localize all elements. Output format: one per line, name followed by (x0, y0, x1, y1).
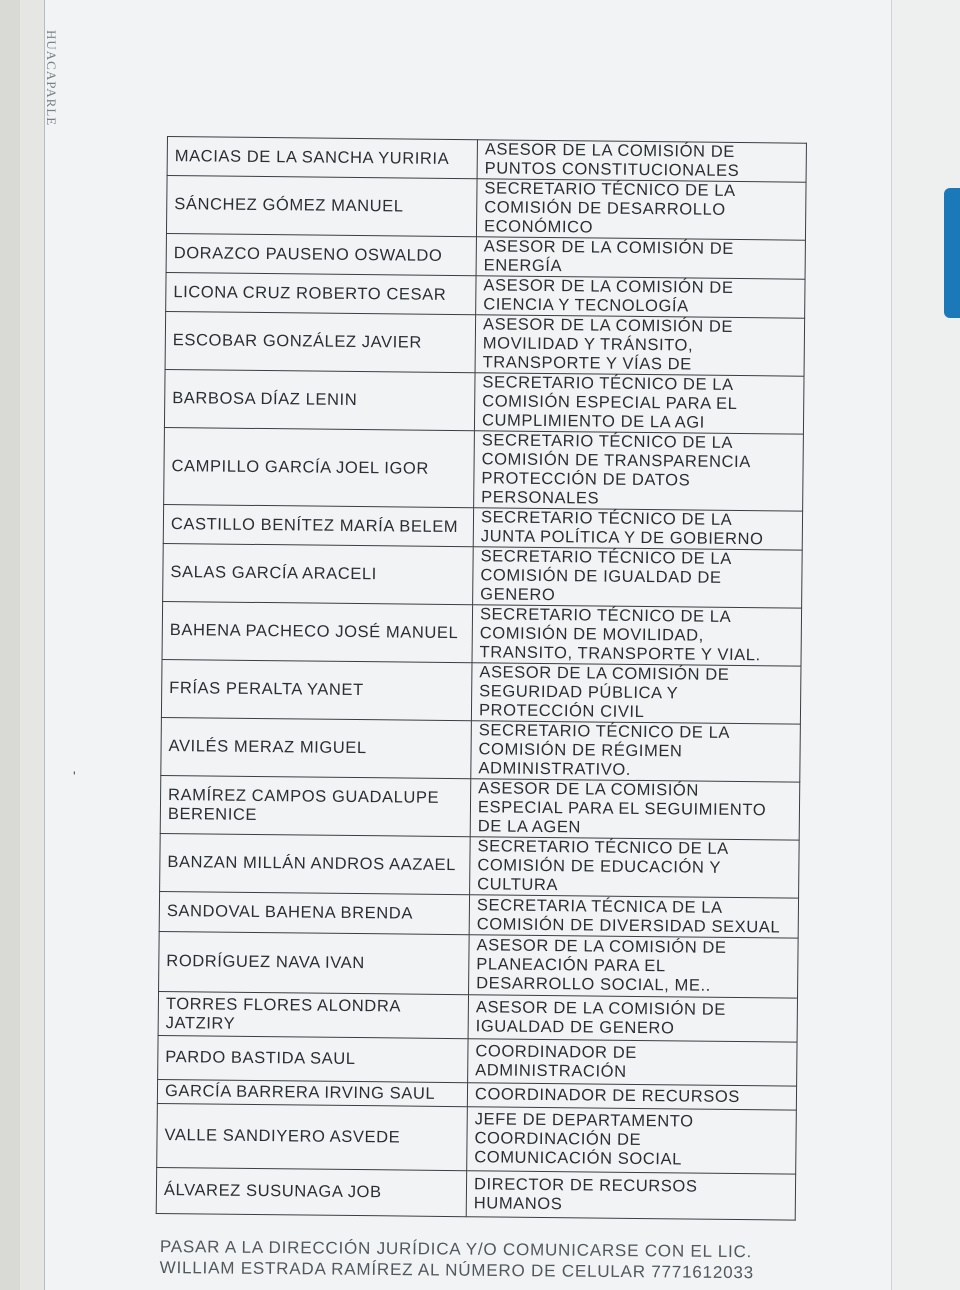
table-row (159, 931, 799, 998)
role-cell: ASESOR DE LA COMISIÓN DE MOVILIDAD Y TRÁNSITO, TRANSPORTE Y VÍAS DE (475, 315, 805, 376)
table-row (161, 717, 801, 782)
role-cell: SECRETARIO TÉCNICO DE LA COMISIÓN ESPECIAL PARA EL CUMPLIMIENTO DE LA AGI (474, 373, 804, 434)
name-cell: LICONA CRUZ ROBERTO CESAR (166, 272, 476, 314)
name-cell: CASTILLO BENÍTEZ MARÍA BELEM (163, 504, 473, 546)
table-row (156, 1167, 795, 1220)
role-cell: ASESOR DE LA COMISIÓN DE PUNTOS CONSTITUCIONALES (477, 140, 806, 182)
role-cell: DIRECTOR DE RECURSOS HUMANOS (466, 1171, 795, 1220)
role-cell: SECRETARIO TÉCNICO DE LA COMISIÓN DE TRANSPARENCIA PROTECCIÓN DE DATOS PERSONALES (474, 431, 804, 511)
name-cell: PARDO BASTIDA SAUL (158, 1035, 468, 1082)
role-cell: JEFE DE DEPARTAMENTO COORDINACIÓN DE COMUNICACIÓN SOCIAL (467, 1107, 797, 1174)
table-row (166, 272, 805, 318)
document-page (44, 0, 892, 1290)
margin-tick-mark: ' (73, 768, 76, 784)
name-cell: SANDOVAL BAHENA BRENDA (159, 891, 469, 934)
name-cell: SÁNCHEZ GÓMEZ MANUEL (166, 176, 477, 237)
name-cell: SALAS GARCÍA ARACELI (163, 543, 474, 604)
role-cell: COORDINADOR DE ADMINISTRACIÓN (468, 1039, 797, 1086)
role-cell: SECRETARIA TÉCNICA DE LA COMISIÓN DE DIVERSIDAD SEXUAL (469, 895, 798, 938)
table-row (163, 543, 803, 608)
footer-line-1: PASAR A LA DIRECCIÓN JURÍDICA Y/O COMUNICARSE CON EL LIC. (159, 1237, 753, 1262)
role-cell: ASESOR DE LA COMISIÓN DE SEGURIDAD PÚBLICA Y PROTECCIÓN CIVIL (471, 663, 801, 724)
staff-table (156, 136, 807, 1221)
role-cell: SECRETARIO TÉCNICO DE LA COMISIÓN DE MOVILIDAD, TRANSITO, TRANSPORTE Y VIAL. (472, 605, 802, 666)
name-cell: ÁLVAREZ SUSUNAGA JOB (156, 1167, 466, 1216)
table-row (163, 504, 802, 550)
role-cell: ASESOR DE LA COMISIÓN DE IGUALDAD DE GENERO (468, 995, 797, 1042)
name-cell: VALLE SANDIYERO ASVEDE (157, 1103, 468, 1170)
role-cell: ASESOR DE LA COMISIÓN ESPECIAL PARA EL SEGUIMIENTO DE LA AGEN (470, 779, 800, 840)
table-row (159, 891, 798, 938)
name-cell: TORRES FLORES ALONDRA JATZIRY (158, 991, 468, 1038)
name-cell: ESCOBAR GONZÁLEZ JAVIER (165, 311, 476, 372)
name-cell: BARBOSA DÍAZ LENIN (164, 369, 475, 430)
table-row (166, 233, 805, 279)
name-cell: RODRÍGUEZ NAVA IVAN (159, 931, 470, 994)
name-cell: GARCÍA BARRERA IRVING SAUL (157, 1079, 467, 1106)
name-cell: FRÍAS PERALTA YANET (161, 659, 472, 720)
table-row (160, 833, 800, 898)
role-cell: SECRETARIO TÉCNICO DE LA JUNTA POLÍTICA Y DE GOBIERNO (473, 508, 802, 550)
name-cell: BANZAN MILLÁN ANDROS AAZAEL (160, 833, 471, 894)
role-cell: SECRETARIO TÉCNICO DE LA COMISIÓN DE DESARROLLO ECONÓMICO (476, 179, 806, 240)
role-cell: ASESOR DE LA COMISIÓN DE ENERGÍA (476, 237, 805, 279)
name-cell: BAHENA PACHECO JOSÉ MANUEL (162, 601, 473, 662)
role-cell: SECRETARIO TÉCNICO DE LA COMISIÓN DE IGUALDAD DE GENERO (473, 547, 803, 608)
name-cell: CAMPILLO GARCÍA JOEL IGOR (164, 427, 475, 507)
footer-note (160, 1236, 755, 1283)
name-cell: RAMÍREZ CAMPOS GUADALUPE BERENICE (160, 775, 471, 836)
table-row (158, 991, 797, 1042)
role-cell: SECRETARIO TÉCNICO DE LA COMISIÓN DE RÉGIMEN ADMINISTRATIVO. (471, 721, 801, 782)
role-cell: ASESOR DE LA COMISIÓN DE PLANEACIÓN PARA EL DESARROLLO SOCIAL, ME.. (469, 935, 799, 998)
name-cell: DORAZCO PAUSENO OSWALDO (166, 233, 476, 275)
table-row (158, 1035, 797, 1086)
table-row (157, 1103, 797, 1174)
staff-table-body (156, 137, 806, 1221)
footer-line-2: WILLIAM ESTRADA RAMÍREZ AL NÚMERO DE CELULAR 7771612033 (159, 1257, 754, 1283)
table-row (162, 601, 802, 666)
table-row (161, 659, 801, 724)
role-cell: COORDINADOR DE RECURSOS (467, 1083, 796, 1110)
role-cell: ASESOR DE LA COMISIÓN DE CIENCIA Y TECNOLOGÍA (476, 276, 805, 318)
blue-object (944, 188, 960, 318)
name-cell: MACIAS DE LA SANCHA YURIRIA (167, 137, 477, 179)
table-row (160, 775, 800, 840)
table-row (164, 427, 804, 511)
table-row (166, 176, 806, 241)
table-row (167, 137, 806, 183)
table-row (165, 311, 805, 376)
name-cell: AVILÉS MERAZ MIGUEL (161, 717, 472, 778)
side-stamp-text: HUACAPARLE (44, 30, 59, 127)
role-cell: SECRETARIO TÉCNICO DE LA COMISIÓN DE EDUCACIÓN Y CULTURA (470, 837, 800, 898)
table-row (164, 369, 804, 434)
